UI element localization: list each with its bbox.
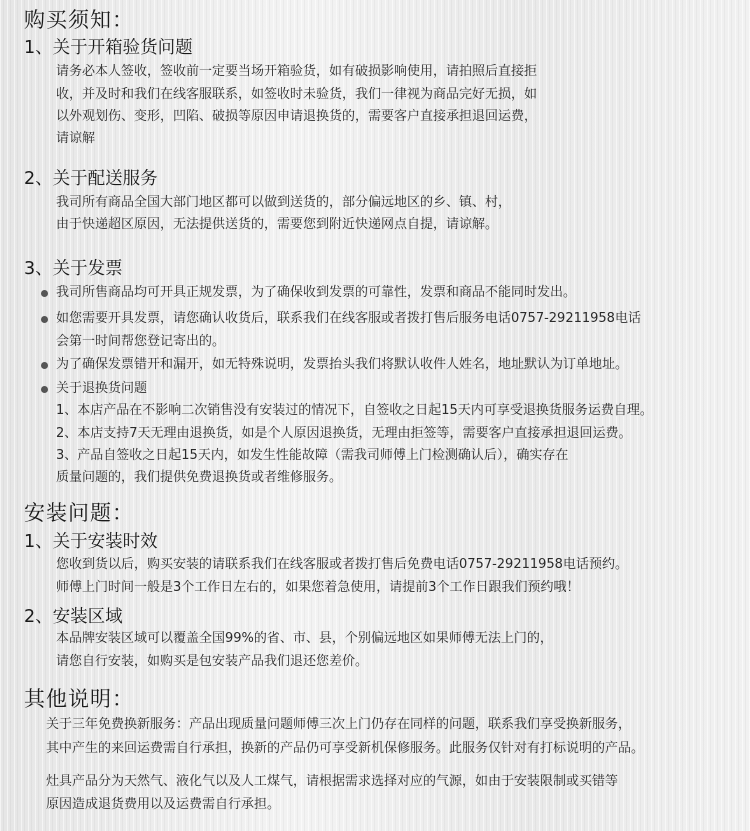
invoice-bullet-2-line: 会第一时间帮您登记寄出的。: [56, 334, 226, 349]
paragraph-line: 原因造成退货费用以及运费需自行承担。: [46, 797, 281, 812]
bullet-icon: [41, 290, 48, 297]
returns-item: 2、本店支持7天无理由退换货，如是个人原因退换货，无理由拒签等，需要客户直接承担退回运费。: [56, 426, 632, 441]
paragraph-line: 灶具产品分为天然气、液化气以及人工煤气，请根据需求选择对应的气源，如由于安装限制或买错等: [46, 774, 619, 789]
returns-item: 1、本店产品在不影响二次销售没有安装过的情况下，自签收之日起15天内可享受退换货服务运费自理。: [56, 403, 653, 418]
invoice-bullet-1: 我司所售商品均可开具正规发票，为了确保收到发票的可靠性，发票和商品不能同时发出。: [56, 285, 577, 300]
paragraph-line: 其中产生的来回运费需自行承担，换新的产品仍可享受新机保修服务。此服务仅针对有打标说明的产品。: [46, 741, 645, 756]
installation-heading: 安装问题：: [24, 501, 134, 525]
delivery-section-title: 2、关于配送服务: [24, 169, 158, 189]
paragraph-line: 以外观划伤、变形，凹陷、破损等原因申请退换货的，需要客户直接承担退回运费，: [56, 109, 538, 124]
invoice-section-title: 3、关于发票: [24, 259, 123, 279]
returns-item: 质量问题的，我们提供免费退换货或者维修服务。: [56, 470, 343, 485]
install-time-section-title: 1、关于安装时效: [24, 532, 158, 552]
returns-subtitle: 关于退换货问题: [56, 381, 148, 396]
paragraph-line: 本品牌安装区域可以覆盖全国99%的省、市、县，个别偏远地区如果师傅无法上门的，: [56, 631, 553, 646]
paragraph-line: 由于快递超区原因，无法提供送货的，需要您到附近快递网点自提，请谅解。: [56, 217, 499, 232]
bullet-icon: [41, 362, 48, 369]
paragraph-line: 师傅上门时间一般是3个工作日左右的，如果您着急使用，请提前3个工作日跟我们预约哦！: [56, 580, 580, 595]
install-area-section-title: 2、安装区域: [24, 607, 123, 627]
paragraph-line: 收，并及时和我们在线客服联系，如签收时未验货，我们一律视为商品完好无损，如: [56, 87, 538, 102]
paragraph-line: 关于三年免费换新服务：产品出现质量问题师傅三次上门仍存在同样的问题，联系我们享受换新服务，: [46, 717, 632, 732]
bullet-icon: [41, 386, 48, 393]
purchase-notice-heading: 购买须知：: [24, 8, 134, 32]
inspection-section-title: 1、关于开箱验货问题: [24, 38, 193, 58]
paragraph-line: 请您自行安装，如购买是包安装产品我们退还您差价。: [56, 654, 369, 669]
paragraph-line: 我司所有商品全国大部门地区都可以做到送货的，部分偏远地区的乡、镇、村，: [56, 195, 512, 210]
returns-item: 3、产品自签收之日起15天内，如发生性能故障（需我司师傅上门检测确认后），确实存在: [56, 448, 569, 463]
invoice-bullet-2-line: 如您需要开具发票，请您确认收货后，联系我们在线客服或者拨打售后服务电话0757-29211958电话: [56, 311, 641, 326]
paragraph-line: 您收到货以后，购买安装的请联系我们在线客服或者拨打售后免费电话0757-29211958电话预约。: [56, 557, 628, 572]
paragraph-line: 请务必本人签收，签收前一定要当场开箱验货，如有破损影响使用，请拍照后直接拒: [56, 64, 538, 79]
paragraph-line: 请谅解: [56, 131, 96, 146]
other-notes-heading: 其他说明：: [24, 687, 134, 711]
bullet-icon: [41, 316, 48, 323]
invoice-bullet-3: 为了确保发票错开和漏开，如无特殊说明，发票抬头我们将默认收件人姓名，地址默认为订单地址。: [56, 357, 629, 372]
